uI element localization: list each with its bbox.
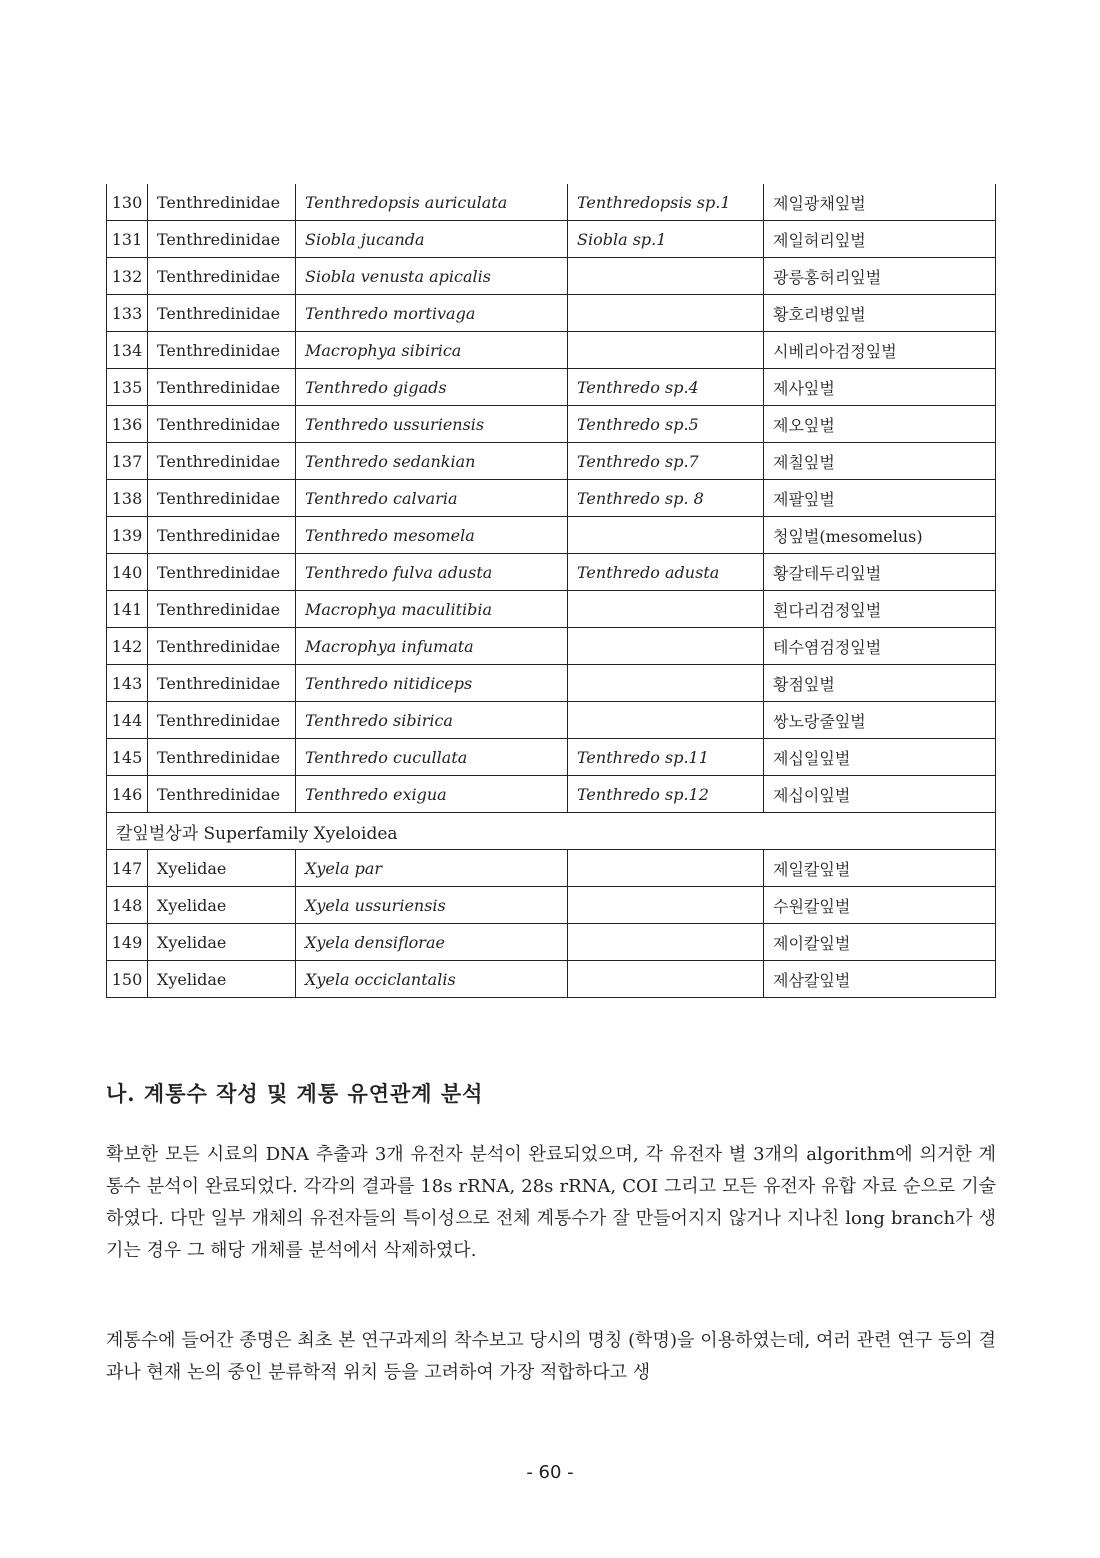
synonym-cell: Tenthredopsis sp.1 (568, 184, 764, 221)
table-row (107, 665, 996, 702)
korean-name-cell: 제십이잎벌 (764, 776, 996, 813)
scientific-name-cell: Tenthredo sibirica (296, 702, 568, 739)
table-row (107, 554, 996, 591)
table-row (107, 221, 996, 258)
table-row (107, 258, 996, 295)
family-cell: Tenthredinidae (148, 517, 296, 554)
korean-name-cell: 청잎벌(mesomelus) (764, 517, 996, 554)
korean-name-cell: 제이칼잎벌 (764, 924, 996, 961)
family-cell: Xyelidae (148, 961, 296, 998)
family-cell: Tenthredinidae (148, 628, 296, 665)
scientific-name-cell: Xyela par (296, 850, 568, 887)
table-body-group (107, 813, 996, 850)
family-cell: Xyelidae (148, 887, 296, 924)
row-number: 143 (107, 665, 148, 702)
korean-name-cell: 제일칼잎벌 (764, 850, 996, 887)
family-cell: Tenthredinidae (148, 480, 296, 517)
family-cell: Tenthredinidae (148, 702, 296, 739)
table-row (107, 924, 996, 961)
row-number: 145 (107, 739, 148, 776)
synonym-cell (568, 887, 764, 924)
synonym-cell: Tenthredo sp.11 (568, 739, 764, 776)
table-row (107, 480, 996, 517)
table-row (107, 887, 996, 924)
synonym-cell (568, 295, 764, 332)
korean-name-cell: 흰다리검정잎벌 (764, 591, 996, 628)
row-number: 141 (107, 591, 148, 628)
family-cell: Xyelidae (148, 924, 296, 961)
table-row (107, 332, 996, 369)
synonym-cell (568, 517, 764, 554)
scientific-name-cell: Tenthredo fulva adusta (296, 554, 568, 591)
body-paragraph-2: 계통수에 들어간 종명은 최초 본 연구과제의 착수보고 당시의 명칭 (학명)을 이용하였는데, 여러 관련 연구 등의 결과나 현재 논의 중인 분류학적 위치 등을 고려하여 가장 적합하다고 생 (106, 1330, 997, 1383)
table-row (107, 406, 996, 443)
section-heading: 나. 계통수 작성 및 계통 유연관계 분석 (106, 1081, 484, 1106)
family-cell: Tenthredinidae (148, 369, 296, 406)
family-cell: Tenthredinidae (148, 184, 296, 221)
synonym-cell: Tenthredo sp.5 (568, 406, 764, 443)
species-table (106, 184, 996, 998)
family-cell: Tenthredinidae (148, 406, 296, 443)
row-number: 131 (107, 221, 148, 258)
table-body-xyelidae (107, 850, 996, 998)
row-number: 136 (107, 406, 148, 443)
family-cell: Tenthredinidae (148, 591, 296, 628)
synonym-cell: Tenthredo sp.4 (568, 369, 764, 406)
row-number: 142 (107, 628, 148, 665)
scientific-name-cell: Xyela ussuriensis (296, 887, 568, 924)
korean-name-cell: 광릉홍허리잎벌 (764, 258, 996, 295)
row-number: 139 (107, 517, 148, 554)
scientific-name-cell: Tenthredo mesomela (296, 517, 568, 554)
scientific-name-cell: Macrophya infumata (296, 628, 568, 665)
superfamily-row (107, 813, 996, 850)
synonym-cell (568, 924, 764, 961)
table-row (107, 702, 996, 739)
korean-name-cell: 제십일잎벌 (764, 739, 996, 776)
korean-name-cell: 제칠잎벌 (764, 443, 996, 480)
scientific-name-cell: Tenthredo nitidiceps (296, 665, 568, 702)
scientific-name-cell: Tenthredo calvaria (296, 480, 568, 517)
synonym-cell: Siobla sp.1 (568, 221, 764, 258)
korean-name-cell: 제오잎벌 (764, 406, 996, 443)
korean-name-cell: 황호리병잎벌 (764, 295, 996, 332)
korean-name-cell: 쌍노랑줄잎벌 (764, 702, 996, 739)
scientific-name-cell: Macrophya maculitibia (296, 591, 568, 628)
synonym-cell (568, 961, 764, 998)
family-cell: Tenthredinidae (148, 295, 296, 332)
scientific-name-cell: Xyela occiclantalis (296, 961, 568, 998)
synonym-cell (568, 332, 764, 369)
scientific-name-cell: Tenthredo mortivaga (296, 295, 568, 332)
synonym-cell (568, 591, 764, 628)
family-cell: Tenthredinidae (148, 221, 296, 258)
table-row (107, 961, 996, 998)
row-number: 148 (107, 887, 148, 924)
scientific-name-cell: Tenthredo cucullata (296, 739, 568, 776)
synonym-cell: Tenthredo sp.7 (568, 443, 764, 480)
family-cell: Tenthredinidae (148, 443, 296, 480)
korean-name-cell: 황점잎벌 (764, 665, 996, 702)
scientific-name-cell: Siobla jucanda (296, 221, 568, 258)
scientific-name-cell: Tenthredo gigads (296, 369, 568, 406)
synonym-cell: Tenthredo sp.12 (568, 776, 764, 813)
page-number: - 60 - (526, 1462, 574, 1483)
table-row (107, 369, 996, 406)
korean-name-cell: 황갈테두리잎벌 (764, 554, 996, 591)
scientific-name-cell: Siobla venusta apicalis (296, 258, 568, 295)
korean-name-cell: 수원칼잎벌 (764, 887, 996, 924)
family-cell: Tenthredinidae (148, 258, 296, 295)
family-cell: Tenthredinidae (148, 554, 296, 591)
scientific-name-cell: Tenthredo ussuriensis (296, 406, 568, 443)
table-row (107, 850, 996, 887)
scientific-name-cell: Xyela densiflorae (296, 924, 568, 961)
family-cell: Tenthredinidae (148, 776, 296, 813)
table-row (107, 443, 996, 480)
row-number: 150 (107, 961, 148, 998)
table-row (107, 184, 996, 221)
scientific-name-cell: Tenthredopsis auriculata (296, 184, 568, 221)
row-number: 133 (107, 295, 148, 332)
synonym-cell (568, 628, 764, 665)
row-number: 134 (107, 332, 148, 369)
row-number: 132 (107, 258, 148, 295)
body-paragraph-1: 확보한 모든 시료의 DNA 추출과 3개 유전자 분석이 완료되었으며, 각 유전자 별 3개의 algorithm에 의거한 계통수 분석이 완료되었다. 각각의 결과를 18s rRNA, 28s rRNA, COI 그리고 모든 유전자 유합 자료 순으로 기술하였다. 다만 일부 개체의 유전자들의 특이성으로 전체 계통수가 잘 만들어지지 않거나 지나친 long branch가 생기는 경우 그 해당 개체를 분석에서 삭제하였다. (106, 1144, 996, 1261)
table-body-tenthredinidae (107, 184, 996, 813)
family-cell: Tenthredinidae (148, 665, 296, 702)
superfamily-label: 칼잎벌상과 Superfamily Xyeloidea (107, 813, 996, 850)
scientific-name-cell: Tenthredo sedankian (296, 443, 568, 480)
table-row (107, 517, 996, 554)
table-row (107, 776, 996, 813)
table-row (107, 739, 996, 776)
synonym-cell (568, 258, 764, 295)
korean-name-cell: 제사잎벌 (764, 369, 996, 406)
row-number: 146 (107, 776, 148, 813)
synonym-cell: Tenthredo sp. 8 (568, 480, 764, 517)
korean-name-cell: 제삼칼잎벌 (764, 961, 996, 998)
synonym-cell (568, 850, 764, 887)
table-row (107, 591, 996, 628)
korean-name-cell: 테수염검정잎벌 (764, 628, 996, 665)
korean-name-cell: 제일광채잎벌 (764, 184, 996, 221)
synonym-cell (568, 702, 764, 739)
row-number: 147 (107, 850, 148, 887)
synonym-cell: Tenthredo adusta (568, 554, 764, 591)
row-number: 135 (107, 369, 148, 406)
family-cell: Tenthredinidae (148, 739, 296, 776)
synonym-cell (568, 665, 764, 702)
row-number: 149 (107, 924, 148, 961)
row-number: 144 (107, 702, 148, 739)
korean-name-cell: 제일허리잎벌 (764, 221, 996, 258)
row-number: 140 (107, 554, 148, 591)
row-number: 130 (107, 184, 148, 221)
korean-name-cell: 시베리아검정잎벌 (764, 332, 996, 369)
korean-name-cell: 제팔잎벌 (764, 480, 996, 517)
family-cell: Tenthredinidae (148, 332, 296, 369)
scientific-name-cell: Macrophya sibirica (296, 332, 568, 369)
family-cell: Xyelidae (148, 850, 296, 887)
table-row (107, 295, 996, 332)
row-number: 137 (107, 443, 148, 480)
scientific-name-cell: Tenthredo exigua (296, 776, 568, 813)
table-row (107, 628, 996, 665)
row-number: 138 (107, 480, 148, 517)
